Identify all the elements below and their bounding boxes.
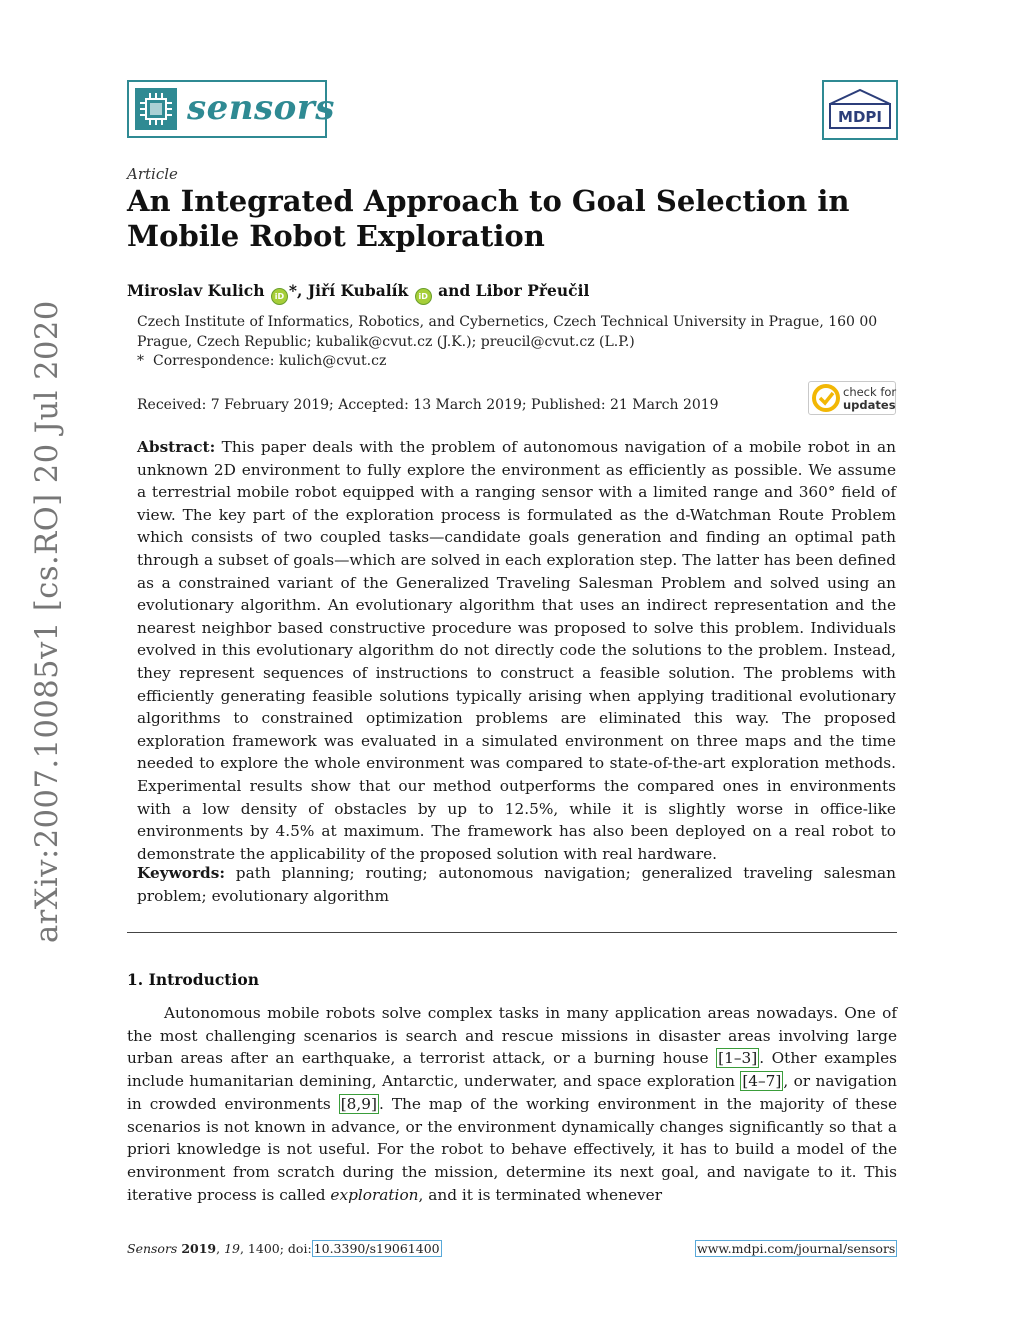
- section-heading: 1. Introduction: [127, 970, 259, 989]
- footer-year: 2019: [181, 1241, 217, 1256]
- badge-line1: check for: [843, 385, 897, 399]
- author-mark: *,: [288, 281, 303, 300]
- publisher-logo[interactable]: [822, 80, 898, 140]
- badge-line2: updates: [843, 398, 896, 412]
- correspondence: [137, 353, 386, 369]
- intro-text: Autonomous mobile robots solve complex tasks in many application areas nowadays. One of the most challenging scenarios is search and rescue missions in disaster areas involving large urban areas after an earthquake, a terrorist attack, or a burning house: [127, 1004, 897, 1068]
- abstract-text: This paper deals with the problem of autonomous navigation of a mobile robot in an unknown 2D environment to fully explore the environment as efficiently as possible. We assume a terrestrial mobile robot equipped with a ranging sensor with a limited range and 360° field of view. The key part of the exploration process is formulated as the d-Watchman Route Problem which consists of two coupled tasks—candidate goals generation and finding an optimal path through a subset of goals—which are solved in each exploration step. The latter has been defined as a constrained variant of the Generalized Traveling Salesman Problem and solved using an evolutionary algorithm. An evolutionary algorithm that uses an indirect representation and the nearest neighbor based constructive procedure was proposed to solve this problem. Individuals evolved in this evolutionary algorithm do not directly code the solutions to the problem. Instead, they represent sequences of instructions to construct a feasible solution. The problems with efficiently generating feasible solutions typically arising when applying traditional evolutionary algorithms to constrained optimization problems are eliminated this way. The proposed exploration framework was evaluated in a simulated environment on three maps and the time needed to explore the whole environment was compared to state-of-the-art exploration methods. Experimental results show that our method outperforms the compared ones in environments with a low density of obstacles by up to 12.5%, while it is slightly worse in office-like environments by 4.5% at maximum. The framework has also been deployed on a real robot to demonstrate the applicability of the proposed solution with real hardware.: [137, 438, 896, 863]
- abstract-label: Abstract:: [137, 438, 216, 456]
- arxiv-stamp: arXiv:2007.10085v1 [cs.RO] 20 Jul 2020: [30, 300, 65, 943]
- divider: [127, 932, 897, 933]
- correspondence-marker: *: [137, 353, 144, 369]
- paper-title: An Integrated Approach to Goal Selection in Mobile Robot Exploration: [127, 184, 850, 253]
- author-list: [127, 281, 589, 305]
- orcid-icon[interactable]: iD: [415, 288, 432, 305]
- footer-citation: Sensors 2019, 19, 1400; doi: 10.3390/s19061400: [127, 1241, 440, 1256]
- journal-url-link[interactable]: www.mdpi.com/journal/sensors: [697, 1241, 896, 1256]
- author-name: Miroslav Kulich: [127, 281, 265, 300]
- author-name: and Libor Přeučil: [438, 281, 590, 300]
- article-type: Article: [127, 165, 178, 183]
- check-for-updates-badge[interactable]: [808, 381, 896, 415]
- keywords-text: path planning; routing; autonomous navigation; generalized traveling salesman problem; evolutionary algorithm: [137, 864, 896, 905]
- intro-text: , and it is terminated whenever: [418, 1185, 663, 1204]
- footer-rest: , 1400; doi:: [239, 1241, 312, 1256]
- journal-logo[interactable]: [127, 80, 335, 138]
- abstract: [137, 436, 896, 865]
- intro-text: . The map of the working environment in the majority of these scenarios is not known in advance, or the environment dynamically changes significantly so that a priori knowledge is not useful. For the robot to behave effectively, it has to build a model of the environment from scratch during the mission, determine its next goal, and navigate to it. This iterative process is called: [127, 1094, 898, 1204]
- citation-link[interactable]: [1–3]: [718, 1049, 758, 1068]
- citation-link[interactable]: [8,9]: [340, 1094, 377, 1113]
- intro-text: , or navigation in crowded environments: [127, 1072, 897, 1113]
- journal-name: sensors: [187, 88, 335, 128]
- citation-link[interactable]: [4–7]: [742, 1072, 782, 1091]
- author-name: Jiří Kubalík: [307, 281, 409, 300]
- doi-link[interactable]: 10.3390/s19061400: [313, 1241, 440, 1256]
- correspondence-text: Correspondence: kulich@cvut.cz: [153, 353, 387, 369]
- intro-paragraph: [127, 1002, 897, 1206]
- chip-icon: [135, 88, 177, 130]
- footer-url: [695, 1241, 897, 1256]
- intro-text: . Other examples include humanitarian demining, Antarctic, underwater, and space exploration: [127, 1049, 897, 1091]
- keywords-label: Keywords:: [137, 864, 225, 882]
- keywords: [137, 862, 896, 907]
- publication-dates: Received: 7 February 2019; Accepted: 13 March 2019; Published: 21 March 2019: [137, 397, 719, 413]
- affiliation: Czech Institute of Informatics, Robotics, and Cybernetics, Czech Technical University in Prague, 160 00 Prague, Czech Republic; kubalik@cvut.cz (J.K.); preucil@cvut.cz (L.P.): [137, 314, 878, 350]
- orcid-icon[interactable]: iD: [271, 288, 288, 305]
- check-icon: [812, 384, 840, 412]
- publisher-name: MDPI: [838, 108, 882, 126]
- intro-emphasis: exploration: [330, 1185, 419, 1204]
- footer-journal: Sensors: [127, 1241, 178, 1256]
- footer-volume: 19: [224, 1241, 240, 1256]
